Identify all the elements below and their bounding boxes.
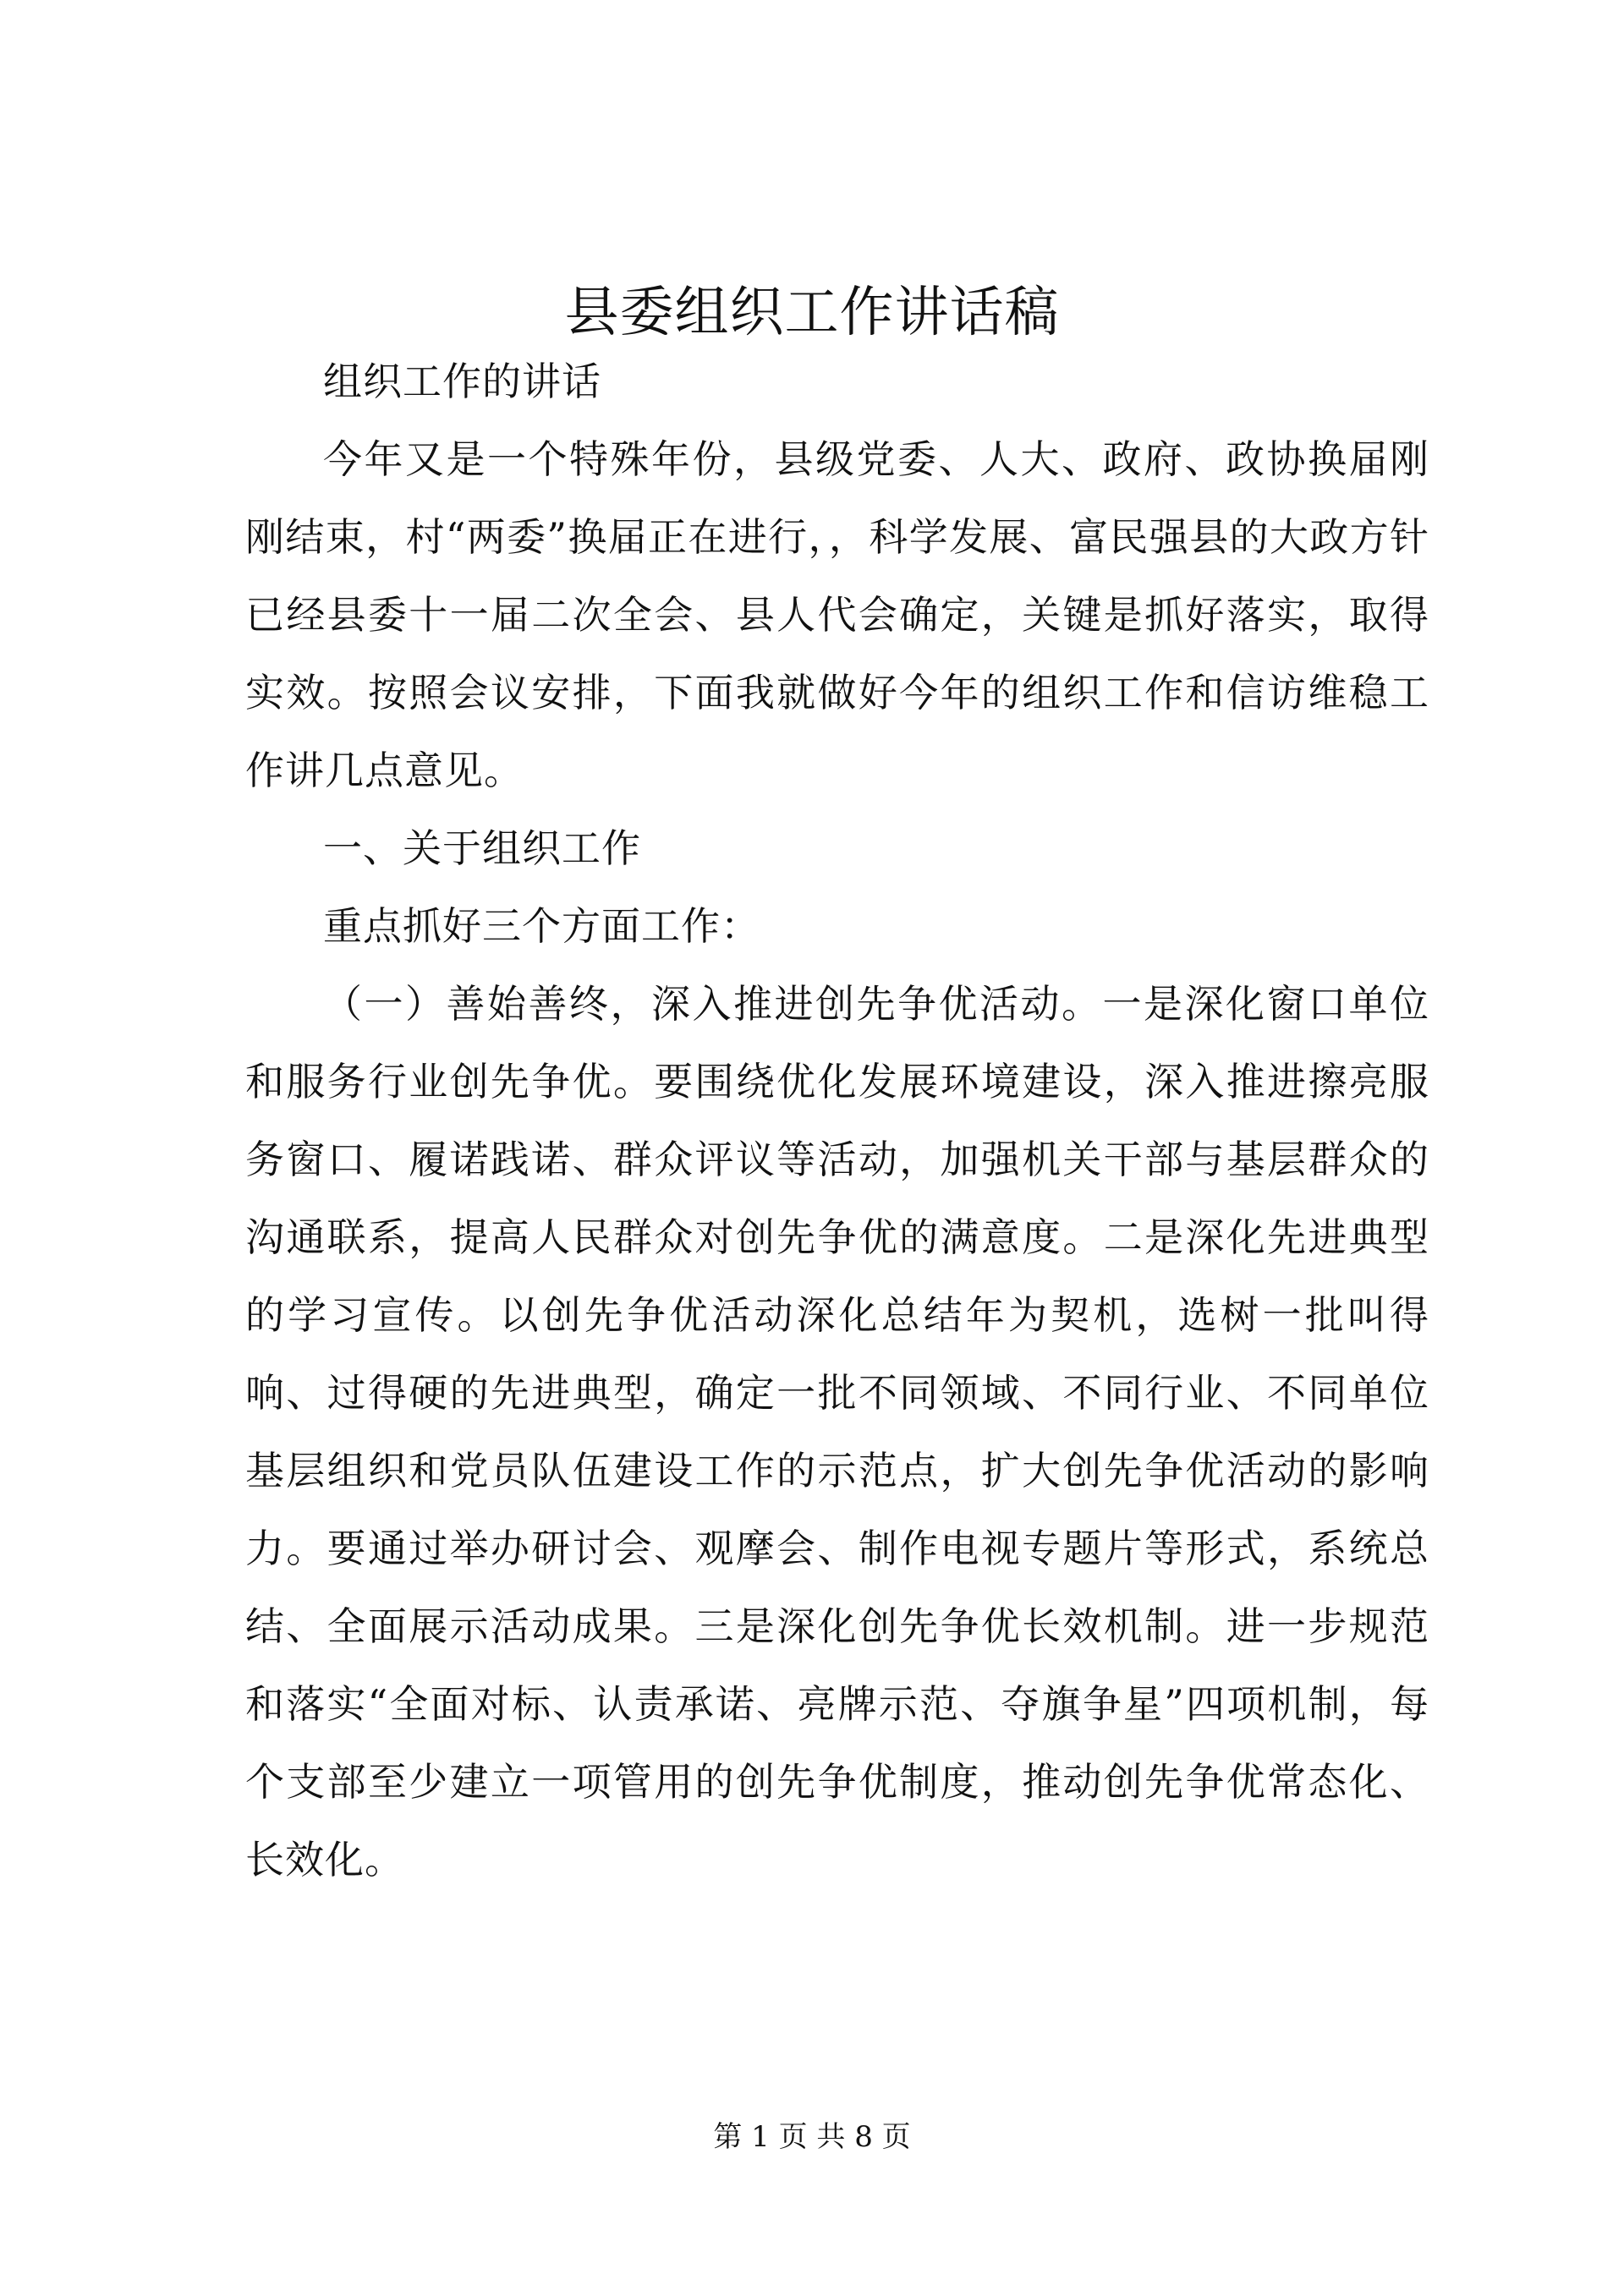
page-number-footer: 第 1 页 共 8 页 [713,2120,911,2154]
section-subheading: 重点抓好三个方面工作： [323,903,760,949]
paragraph-intro: 今年又是一个特殊年份，县级党委、人大、政府、政协换届刚刚结束，村“两委”换届正在进行，，科学发展、富民强县的大政方针已经县委十一届二次全会、县人代会确定，关键是抓好落实，取得实效。按照会议安排，下面我就做好今年的组织工作和信访维稳工作讲几点意见。 [245,436,1429,793]
paragraph-subtitle: 组织工作的讲话 [323,359,601,404]
paragraph-item-one: （一）善始善终，深入推进创先争优活动。一是深化窗口单位和服务行业创先争优。要围绕优化发展环境建设，深入推进擦亮服务窗口、履诺践诺、群众评议等活动，加强机关干部与基层群众的沟通联系，提高人民群众对创先争优的满意度。二是深化先进典型的学习宣传。以创先争优活动深化总结年为契机，选树一批叫得响、过得硬的先进典型，确定一批不同领域、不同行业、不同单位基层组织和党员队伍建设工作的示范点，扩大创先争优活动的影响力。要通过举办研讨会、观摩会、制作电视专题片等形式，系统总结、全面展示活动成果。三是深化创先争优长效机制。进一步规范和落实“全面对标、认责承诺、亮牌示范、夺旗争星”四项机制，每个支部至少建立一项管用的创先争优制度，推动创先争优常态化、长效化。 [245,981,1429,1882]
section-heading: 一、关于组织工作 [323,825,641,871]
document-title: 县委组织工作讲话稿 [564,282,1060,344]
document-body [245,342,1429,1899]
